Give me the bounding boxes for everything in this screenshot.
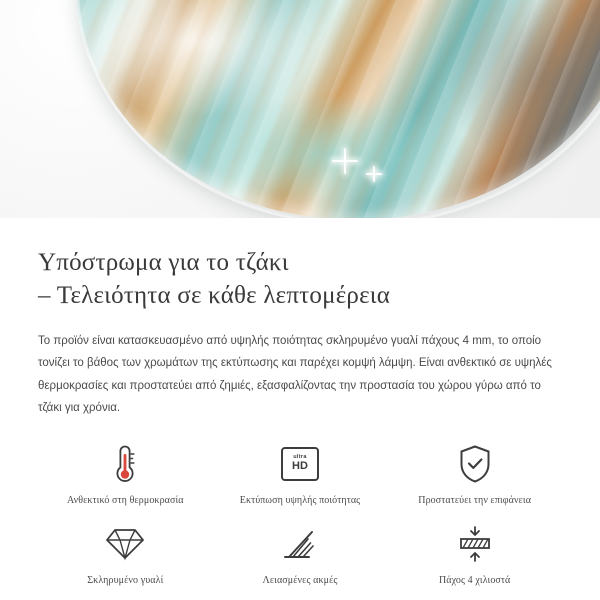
feature-item-thickness <box>387 522 562 586</box>
shield-check-icon <box>458 442 492 486</box>
content-area <box>0 218 600 586</box>
marble-glass-plate <box>76 0 600 218</box>
feature-label: Προστατεύει την επιφάνεια <box>418 494 532 506</box>
ultra-hd-badge-main: HD <box>292 460 308 473</box>
feature-item-polished-edges <box>213 522 388 586</box>
feature-grid <box>38 442 562 586</box>
feature-label: Ανθεκτικό στη θερμοκρασία <box>67 494 184 506</box>
thermometer-icon <box>112 442 138 486</box>
ultra-hd-icon <box>281 442 319 486</box>
feature-item-temperature-resistant <box>38 442 213 506</box>
description-paragraph: Το προϊόν είναι κατασκευασμένο από υψηλής ποιότητας σκληρυμένο γυαλί πάχους 4 mm, το οποίο τονίζει το βάθος των χρωμάτων της εκτύπωσης και παρέχει κομψή λάμψη. Είναι ανθεκτικό σε υψηλές θερμοκρασίες και προστατεύει από ζημιές, εξασφαλίζοντας την προστασία του χώρου γύρω από το τζάκι για χρόνια. <box>38 335 552 415</box>
feature-label: Πάχος 4 χιλιοστά <box>438 574 511 586</box>
thickness-icon <box>455 522 495 566</box>
feature-item-high-quality-print <box>213 442 388 506</box>
feature-item-tempered-glass <box>38 522 213 586</box>
feature-label: Λειασμένες ακμές <box>262 574 338 586</box>
feature-label: Σκληρυμένο γυαλί <box>87 574 164 586</box>
page-title <box>38 246 562 312</box>
headline-line-1: Υπόστρωμα για το τζάκι <box>38 249 289 276</box>
diamond-icon <box>106 522 144 566</box>
hero-image <box>0 0 600 218</box>
polished-edges-icon <box>282 522 318 566</box>
feature-item-surface-protection <box>387 442 562 506</box>
headline-line-2: – Τελειότητα σε κάθε λεπτομέρεια <box>38 282 391 309</box>
ultra-hd-badge-top: ultra <box>293 453 307 460</box>
feature-label: Εκτύπωση υψηλής ποιότητας <box>239 494 361 506</box>
